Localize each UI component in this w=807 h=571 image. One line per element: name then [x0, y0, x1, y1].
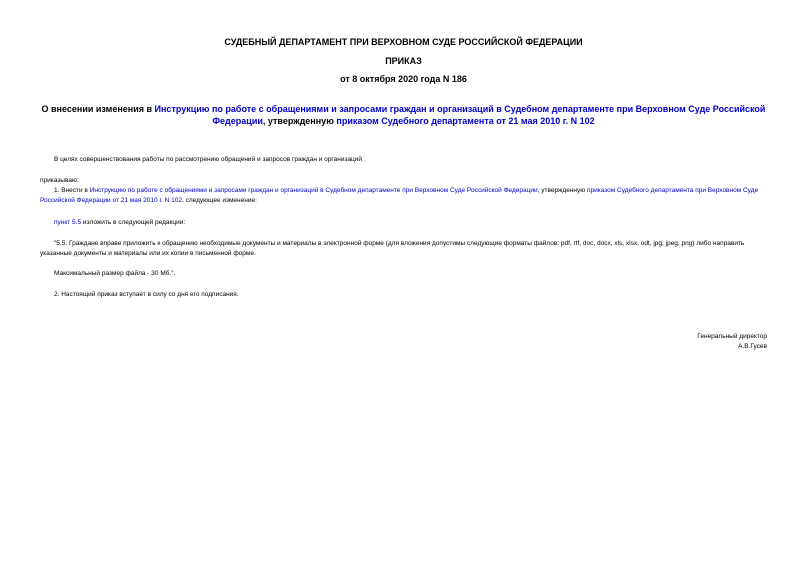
item-1-order-link[interactable]: приказом Судебного департамента при Верховном Суде Российской Федерации от 21 мая 2010 г. N 102	[40, 187, 759, 204]
item-1-middle: , утвержденную	[537, 187, 587, 194]
clause-link[interactable]: пункт 5.5	[54, 219, 82, 226]
department-heading: СУДЕБНЫЙ ДЕПАРТАМЕНТ ПРИ ВЕРХОВНОМ СУДЕ РОССИЙСКОЙ ФЕДЕРАЦИИ	[224, 37, 583, 47]
date-number-heading: от 8 октября 2020 года N 186	[340, 74, 467, 84]
item-1-paragraph	[40, 186, 767, 206]
item-2-paragraph: 2. Настоящий приказ вступает в силу со дня его подписания.	[54, 291, 239, 298]
signature-name: А.В.Гусев	[738, 343, 767, 350]
document-title	[40, 103, 767, 127]
title-middle: , утвержденную	[262, 116, 337, 126]
signature-position: Генеральный директор	[697, 333, 767, 340]
title-prefix: О внесении изменения в	[41, 104, 155, 114]
item-1-prefix: 1. Внести в	[54, 187, 90, 194]
preamble-paragraph: В целях совершенствования работы по рассмотрению обращений и запросов граждан и организаций	[54, 156, 363, 163]
doc-type-heading: ПРИКАЗ	[385, 56, 422, 66]
item-1-suffix: , следующее изменение:	[182, 197, 257, 204]
max-size-paragraph: Максимальный размер файла - 30 Мб.".	[54, 270, 176, 277]
clause-suffix: изложить в следующей редакции:	[81, 219, 186, 226]
title-order-link[interactable]: приказом Судебного департамента от 21 мая 2010 г. N 102	[336, 116, 595, 126]
item-1-instruction-link[interactable]: Инструкцию по работе с обращениями и запросами граждан и организаций в Судебном департаменте при Верховном Суде Российской Федерации	[89, 187, 538, 194]
quote-paragraph: "5.5. Граждане вправе приложить к обращению необходимые документы и материалы в электронной форме (для вложения допустимы следующие форматы файлов: pdf, rtf, doc, docx, xls, xlsx, odt, jpg, jpeg, png) либо направить указанные документы и материалы или их копии в письменной форме.	[40, 240, 745, 257]
title-instruction-link[interactable]: Инструкцию по работе с обращениями и запросами граждан и организаций в Судебном департаменте при Верховном Суде Российской Федерации	[154, 104, 766, 126]
order-word: приказываю:	[40, 177, 79, 184]
clause-paragraph	[40, 218, 767, 228]
